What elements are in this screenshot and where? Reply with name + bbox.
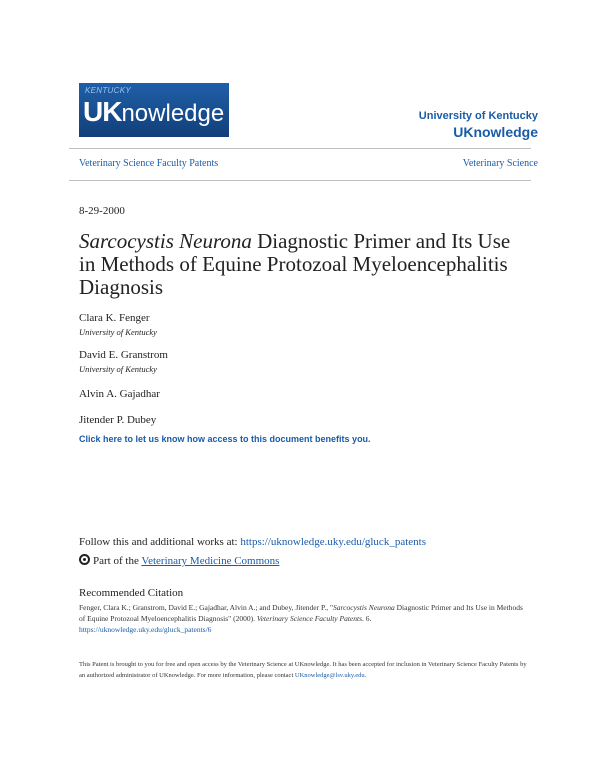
author-name: Clara K. Fenger [79, 312, 150, 324]
title-italic: Sarcocystis Neurona [79, 229, 252, 253]
author-affiliation: University of Kentucky [79, 327, 157, 337]
citation-title-italic: Sarcocystis Neurona [333, 603, 395, 612]
logo-top-text: KENTUCKY [85, 86, 131, 95]
logo-uk: UK [83, 96, 122, 127]
author-affiliation: University of Kentucky [79, 364, 157, 374]
repository-name[interactable]: UKnowledge [453, 124, 538, 140]
citation-text [79, 602, 529, 635]
citation-url-link[interactable]: https://uknowledge.uky.edu/gluck_patents/6 [79, 625, 212, 634]
citation-number: . 6. [362, 614, 372, 623]
author-3 [79, 388, 160, 400]
benefit-feedback-link[interactable]: Click here to let us know how access to this document benefits you. [79, 434, 371, 444]
collection-url-link[interactable]: https://uknowledge.uky.edu/gluck_patents [240, 536, 426, 548]
university-name[interactable]: University of Kentucky [418, 110, 538, 122]
contact-email-link[interactable]: UKnowledge@lsv.uky.edu [294, 672, 365, 679]
follow-prefix: Follow this and additional works at: [79, 536, 241, 548]
follow-line [79, 536, 426, 548]
commons-link[interactable]: Veterinary Medicine Commons [141, 555, 280, 567]
author-name: Alvin A. Gajadhar [79, 388, 160, 400]
citation-authors: Fenger, Clara K.; Granstrom, David E.; Gajadhar, Alvin A.; and Dubey, Jitender P., " [79, 603, 334, 612]
author-name: David E. Granstrom [79, 349, 168, 361]
header-university-block[interactable] [419, 110, 538, 140]
veterinary-science-link[interactable]: Veterinary Science [462, 158, 538, 169]
top-rule [69, 148, 531, 149]
author-1 [79, 312, 157, 337]
footer-end: . [364, 672, 367, 679]
part-of-line [79, 554, 279, 567]
citation-heading: Recommended Citation [79, 587, 184, 599]
title-rest: Diagnostic Primer and Its Use in Methods of Equine Protozoal Myeloencephalitis Diagnosis [79, 229, 511, 299]
uknowledge-logo[interactable] [79, 83, 229, 137]
network-icon [79, 554, 90, 565]
citation-title-rest: Diagnostic Primer and Its Use in Methods of Equine Protozoal Myeloencephalitis Diagnosis" (2000). [79, 603, 523, 623]
logo-wordmark [83, 96, 224, 128]
author-4 [79, 414, 156, 426]
logo-nowledge: nowledge [121, 100, 225, 127]
publication-date: 8-29-2000 [79, 205, 125, 217]
footer-text: This Patent is brought to you for free and open access by the Veterinary Science at UKnowledge. It has been accepted for inclusion in Veterinary Science Faculty Patents by an authorized administrator of UKnowledge. For more information, please contact [79, 661, 527, 679]
author-2 [79, 349, 168, 374]
citation-series: Veterinary Science Faculty Patents [256, 614, 362, 623]
author-name: Jitender P. Dubey [79, 414, 157, 426]
footer-notice [79, 659, 529, 681]
faculty-patents-link[interactable]: Veterinary Science Faculty Patents [79, 158, 219, 169]
nav-rule [69, 180, 531, 181]
part-of-prefix: Part of the [93, 555, 142, 567]
document-title [79, 230, 529, 299]
